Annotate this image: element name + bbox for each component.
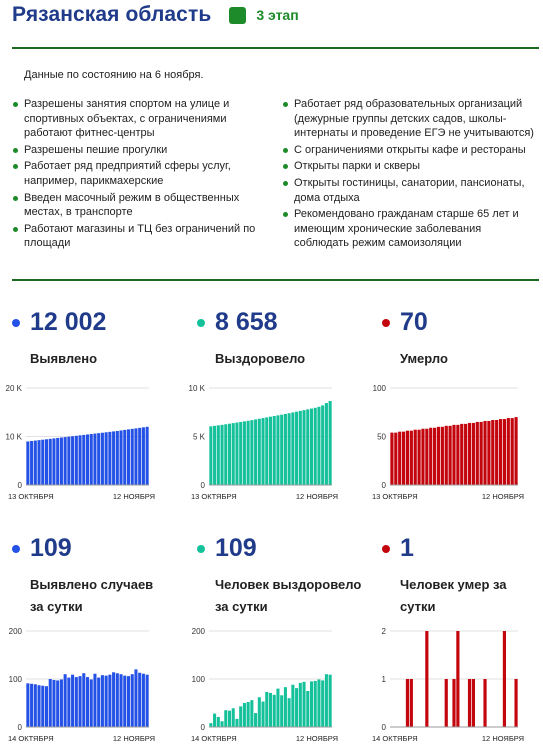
chart-bar — [30, 684, 33, 727]
chart-bar — [90, 434, 93, 485]
date-note: Данные по состоянию на 6 ноября. — [24, 69, 204, 81]
chart-bar — [217, 717, 220, 727]
chart-bar — [82, 435, 85, 485]
y-tick-label: 5 K — [192, 432, 205, 442]
chart-bar — [134, 669, 137, 727]
chart-bar — [52, 680, 55, 727]
chart-bar — [45, 686, 48, 727]
chart-bar — [306, 409, 309, 485]
chart-bar — [120, 674, 123, 727]
x-tick-label: 13 ОКТЯБРЯ — [8, 492, 54, 501]
chart-bar — [120, 430, 123, 485]
chart-bar — [280, 415, 283, 485]
chart-bar — [269, 417, 272, 485]
y-tick-label: 2 — [381, 627, 386, 636]
y-tick-label: 0 — [200, 723, 205, 732]
chart-bar — [101, 433, 104, 485]
chart-bar — [75, 436, 78, 485]
stat-deaths-daily — [382, 534, 537, 614]
chart-bar — [86, 677, 89, 727]
chart-bar — [460, 424, 463, 485]
chart-bar — [105, 676, 108, 727]
chart-bar — [138, 428, 141, 485]
chart-bar — [131, 674, 134, 727]
x-tick-label: 12 НОЯБРЯ — [295, 734, 338, 743]
chart-bar — [288, 413, 291, 485]
chart-bar — [97, 678, 100, 727]
chart-bar — [108, 432, 111, 485]
stat-label: Умерло — [400, 351, 448, 366]
deaths-total-chart — [366, 380, 543, 505]
teal-dot-icon — [197, 545, 205, 553]
x-tick-label: 12 НОЯБРЯ — [112, 492, 155, 501]
list-item: С ограничениями открыты кафе и рестораны — [282, 143, 539, 158]
chart-bar — [213, 426, 216, 485]
deaths-daily-chart — [366, 623, 543, 748]
chart-bar — [495, 420, 498, 485]
chart-bar — [483, 421, 486, 485]
y-tick-label: 10 K — [5, 432, 22, 442]
stat-value: 70 — [400, 308, 428, 336]
chart-bar — [503, 631, 506, 727]
red-dot-icon — [382, 319, 390, 327]
chart-bar — [314, 681, 317, 727]
detected-daily-chart — [0, 623, 180, 748]
chart-bar — [288, 698, 291, 727]
stage-label: 3 этап — [256, 7, 299, 23]
chart-bar — [224, 710, 227, 727]
list-item: Разрешены пешие прогулки — [12, 143, 270, 158]
chart-bar — [75, 677, 78, 727]
chart-bar — [213, 714, 216, 727]
list-item: Работает ряд предприятий сферы услуг, например, парикмахерские — [12, 159, 270, 188]
stat-recovered-total — [197, 308, 367, 378]
detected-total-chart — [0, 380, 180, 505]
chart-bar — [232, 708, 235, 727]
chart-bar — [101, 675, 104, 727]
y-tick-label: 100 — [8, 675, 22, 684]
chart-bar — [421, 429, 424, 485]
chart-bar — [464, 424, 467, 485]
chart-bar — [97, 433, 100, 485]
chart-bar — [64, 674, 67, 727]
chart-bar — [217, 425, 220, 485]
chart-bar — [425, 631, 428, 727]
chart-bar — [276, 415, 279, 485]
chart-bar — [273, 695, 276, 727]
chart-bar — [142, 674, 145, 727]
chart-bar — [105, 432, 108, 485]
x-tick-label: 14 ОКТЯБРЯ — [191, 734, 237, 743]
chart-bar — [146, 427, 149, 485]
chart-bar — [321, 680, 324, 727]
stat-detected-total — [12, 308, 182, 378]
x-tick-label: 14 ОКТЯБРЯ — [8, 734, 54, 743]
chart-bar — [239, 422, 242, 485]
stat-value: 8 658 — [215, 308, 278, 336]
chart-bar — [325, 403, 328, 485]
chart-bar — [310, 681, 313, 727]
stat-label: Человек умер за сутки — [400, 577, 507, 614]
chart-bar — [131, 429, 134, 485]
x-tick-label: 12 НОЯБРЯ — [295, 492, 338, 501]
chart-bar — [34, 684, 37, 727]
chart-bar — [127, 676, 130, 727]
chart-bar — [224, 424, 227, 485]
chart-bar — [406, 431, 409, 485]
measures-list-right — [282, 97, 539, 253]
y-tick-label: 0 — [17, 723, 22, 732]
chart-bar — [221, 425, 224, 485]
chart-bar — [247, 702, 250, 727]
chart-bar — [142, 427, 145, 485]
chart-bar — [235, 719, 238, 727]
chart-bar — [418, 430, 421, 485]
chart-bar — [511, 418, 514, 485]
chart-bar — [299, 411, 302, 485]
chart-bar — [303, 410, 306, 485]
chart-bar — [228, 424, 231, 485]
section-divider — [12, 279, 539, 281]
chart-bar — [239, 706, 242, 727]
chart-bar — [441, 427, 444, 485]
chart-bar — [437, 427, 440, 485]
chart-bar — [243, 703, 246, 727]
chart-bar — [79, 435, 82, 485]
chart-bar — [71, 436, 74, 485]
chart-bar — [291, 685, 294, 727]
stat-label: Выявлено случаев за сутки — [30, 577, 154, 614]
x-tick-label: 12 НОЯБРЯ — [481, 734, 524, 743]
stat-label: Выявлено — [30, 351, 98, 366]
chart-bar — [317, 679, 320, 727]
chart-bar — [295, 412, 298, 485]
chart-bar — [514, 417, 517, 485]
chart-bar — [60, 679, 63, 727]
chart-bar — [56, 438, 59, 485]
chart-bar — [116, 431, 119, 485]
chart-bar — [235, 423, 238, 485]
chart-bar — [329, 675, 332, 727]
chart-bar — [414, 430, 417, 485]
chart-bar — [487, 421, 490, 485]
stat-value: 1 — [400, 534, 414, 562]
stat-deaths-total — [382, 308, 537, 378]
y-tick-label: 0 — [381, 481, 386, 490]
list-item: Введен масочный режим в общественных местах, в транспорте — [12, 191, 270, 220]
page-title: Рязанская область — [12, 3, 212, 26]
stat-value: 109 — [215, 534, 257, 562]
y-tick-label: 1 — [381, 675, 386, 684]
chart-bar — [303, 682, 306, 727]
chart-bar — [127, 429, 130, 485]
chart-bar — [480, 422, 483, 485]
list-item: Рекомендовано гражданам старше 65 лет и имеющим хронические заболевания соблюдать режим самоизоляции — [282, 207, 539, 251]
stat-recovered-daily — [197, 534, 367, 614]
chart-bar — [402, 432, 405, 485]
chart-bar — [452, 425, 455, 485]
stat-label: Человек выздоровело за сутки — [215, 577, 362, 614]
chart-bar — [79, 676, 82, 727]
chart-bar — [52, 438, 55, 485]
chart-bar — [41, 686, 44, 727]
chart-bar — [468, 679, 471, 727]
chart-bar — [41, 440, 44, 485]
chart-bar — [390, 433, 393, 485]
chart-bar — [258, 419, 261, 485]
chart-bar — [116, 673, 119, 727]
stat-value: 12 002 — [30, 308, 107, 336]
chart-bar — [146, 675, 149, 727]
x-tick-label: 12 НОЯБРЯ — [112, 734, 155, 743]
chart-bar — [86, 434, 89, 485]
chart-bar — [514, 679, 517, 727]
chart-bar — [228, 711, 231, 727]
chart-bar — [406, 679, 409, 727]
red-dot-icon — [382, 545, 390, 553]
chart-bar — [269, 693, 272, 727]
chart-bar — [452, 679, 455, 727]
chart-bar — [38, 685, 41, 727]
stat-label: Выздоровело — [215, 351, 306, 366]
chart-bar — [108, 675, 111, 727]
chart-bar — [445, 426, 448, 485]
stage-square-icon — [229, 7, 246, 24]
chart-bar — [67, 437, 70, 485]
chart-bar — [507, 418, 510, 485]
chart-bar — [123, 430, 126, 485]
chart-bar — [265, 417, 268, 485]
chart-bar — [306, 691, 309, 727]
chart-bar — [291, 412, 294, 485]
measures-list-left — [12, 97, 270, 253]
stat-detected-daily — [12, 534, 182, 614]
chart-bar — [284, 687, 287, 727]
chart-bar — [456, 425, 459, 485]
x-tick-label: 13 ОКТЯБРЯ — [372, 492, 418, 501]
chart-bar — [34, 441, 37, 485]
chart-bar — [45, 439, 48, 485]
chart-bar — [67, 678, 70, 727]
page-header — [12, 0, 299, 30]
chart-bar — [449, 426, 452, 485]
chart-bar — [49, 679, 52, 727]
blue-dot-icon — [12, 319, 20, 327]
chart-bar — [317, 407, 320, 485]
chart-bar — [26, 441, 29, 485]
chart-bar — [273, 416, 276, 485]
chart-bar — [232, 423, 235, 485]
chart-bar — [499, 419, 502, 485]
chart-bar — [38, 440, 41, 485]
chart-bar — [247, 421, 250, 485]
x-tick-label: 12 НОЯБРЯ — [481, 492, 524, 501]
chart-bar — [71, 675, 74, 727]
chart-bar — [93, 434, 96, 485]
chart-bar — [82, 673, 85, 727]
chart-bar — [456, 631, 459, 727]
chart-bar — [284, 414, 287, 485]
chart-bar — [262, 418, 265, 485]
chart-bar — [299, 683, 302, 727]
y-tick-label: 50 — [377, 432, 386, 442]
chart-bar — [314, 408, 317, 485]
y-tick-label: 100 — [372, 384, 386, 393]
list-item: Открыты парки и скверы — [282, 159, 539, 174]
list-item: Разрешены занятия спортом на улице и спортивных объектах, с ограничениями работают фитнес-центры — [12, 97, 270, 141]
chart-bar — [445, 679, 448, 727]
chart-bar — [254, 419, 257, 485]
chart-bar — [30, 441, 33, 485]
y-tick-label: 20 K — [5, 384, 22, 393]
chart-bar — [425, 429, 428, 485]
x-tick-label: 14 ОКТЯБРЯ — [372, 734, 418, 743]
stage-badge — [229, 7, 298, 24]
chart-bar — [60, 438, 63, 485]
chart-bar — [258, 697, 261, 727]
chart-bar — [321, 405, 324, 485]
chart-bar — [491, 420, 494, 485]
y-tick-label: 100 — [191, 675, 205, 684]
chart-bar — [90, 679, 93, 727]
chart-bar — [250, 420, 253, 485]
x-tick-label: 13 ОКТЯБРЯ — [191, 492, 237, 501]
chart-bar — [503, 419, 506, 485]
chart-bar — [138, 673, 141, 727]
chart-bar — [310, 409, 313, 485]
chart-bar — [265, 692, 268, 727]
chart-bar — [295, 688, 298, 727]
y-tick-label: 10 K — [188, 384, 205, 393]
chart-bar — [209, 426, 212, 485]
chart-bar — [280, 695, 283, 727]
chart-bar — [410, 431, 413, 485]
list-item: Работает ряд образовательных организаций (дежурные группы детских садов, школы-интернаты и проведение ЕГЭ не учитываются) — [282, 97, 539, 141]
chart-bar — [394, 433, 397, 485]
chart-bar — [26, 683, 29, 727]
chart-bar — [250, 700, 253, 727]
list-item: Работают магазины и ТЦ без ограничений по площади — [12, 222, 270, 251]
chart-bar — [134, 428, 137, 485]
header-divider — [12, 47, 539, 49]
chart-bar — [49, 439, 52, 485]
chart-bar — [472, 679, 475, 727]
chart-bar — [112, 672, 115, 727]
chart-bar — [93, 674, 96, 727]
y-tick-label: 0 — [381, 723, 386, 732]
chart-bar — [56, 680, 59, 727]
list-item: Открыты гостиницы, санатории, пансионаты, дома отдыха — [282, 176, 539, 205]
chart-bar — [112, 431, 115, 485]
chart-bar — [410, 679, 413, 727]
stat-value: 109 — [30, 534, 72, 562]
chart-bar — [254, 713, 257, 727]
chart-bar — [209, 723, 212, 727]
chart-bar — [483, 679, 486, 727]
chart-bar — [468, 423, 471, 485]
chart-bar — [398, 432, 401, 485]
y-tick-label: 200 — [8, 627, 22, 636]
recovered-daily-chart — [183, 623, 363, 748]
chart-bar — [433, 428, 436, 485]
chart-bar — [276, 689, 279, 727]
chart-bar — [262, 702, 265, 727]
teal-dot-icon — [197, 319, 205, 327]
chart-bar — [329, 401, 332, 485]
chart-bar — [243, 421, 246, 485]
chart-bar — [476, 422, 479, 485]
chart-bar — [221, 721, 224, 727]
y-tick-label: 0 — [17, 481, 22, 490]
y-tick-label: 200 — [191, 627, 205, 636]
blue-dot-icon — [12, 545, 20, 553]
y-tick-label: 0 — [200, 481, 205, 490]
chart-bar — [472, 423, 475, 485]
chart-bar — [325, 674, 328, 727]
chart-bar — [123, 676, 126, 727]
chart-bar — [429, 428, 432, 485]
chart-bar — [64, 437, 67, 485]
recovered-total-chart — [183, 380, 363, 505]
